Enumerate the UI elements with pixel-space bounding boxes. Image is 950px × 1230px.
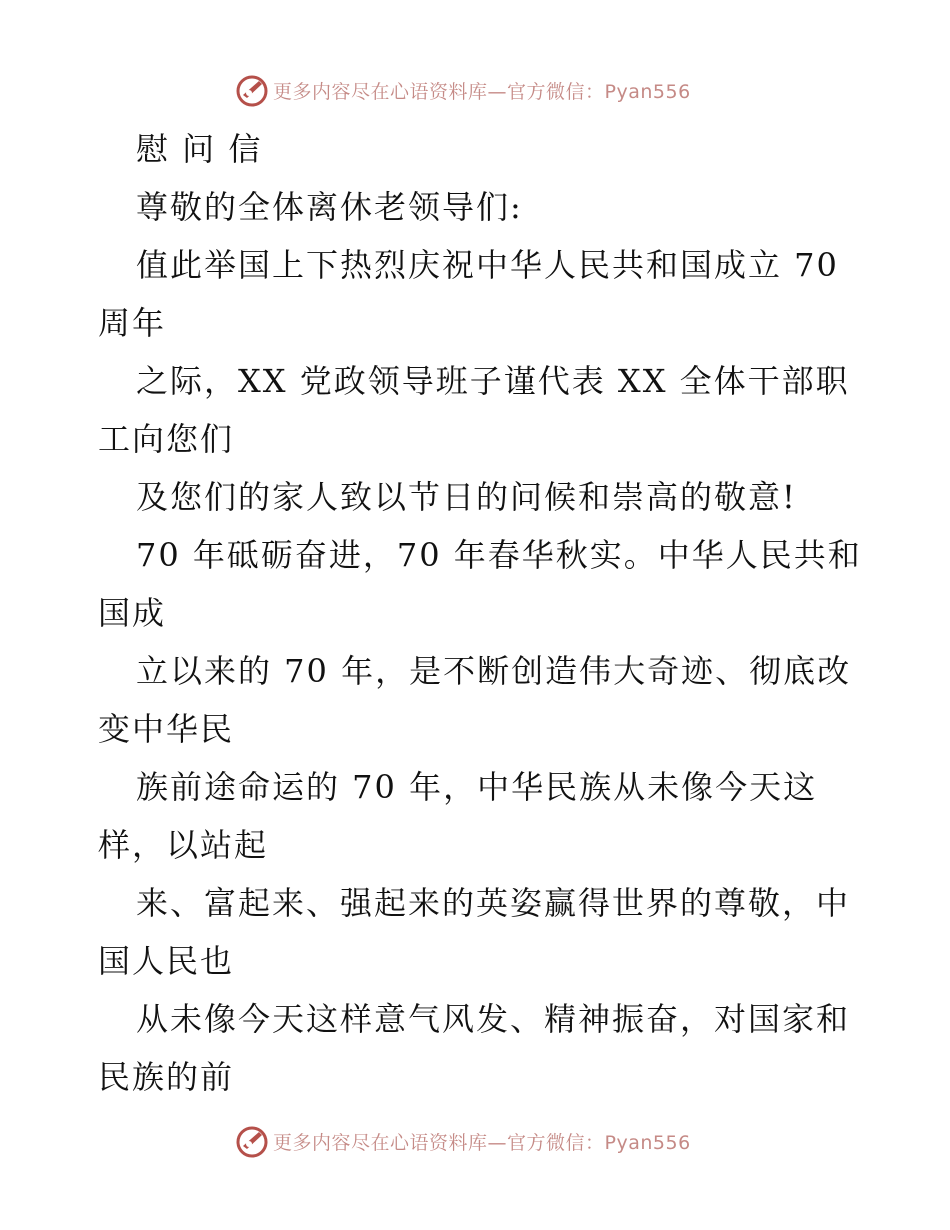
text-line: 及您们的家人致以节日的问候和崇高的敬意! bbox=[136, 478, 797, 516]
text-line: 70 年砥砺奋进，70 年春华秋实。中华人民共和 bbox=[136, 536, 862, 574]
footer-banner-text: 更多内容尽在心语资料库—官方微信：Pyan556 bbox=[273, 1131, 691, 1154]
text-line: 值此举国上下热烈庆祝中华人民共和国成立 70 bbox=[136, 246, 839, 284]
text-line: 立以来的 70 年，是不断创造伟大奇迹、彻底改 bbox=[136, 652, 852, 690]
text-line: 之际，XX 党政领导班子谨代表 XX 全体干部职 bbox=[136, 362, 850, 400]
text-line: 尊敬的全体离休老领导们: bbox=[136, 188, 523, 226]
text-line: 民族的前 bbox=[98, 1058, 235, 1096]
text-line: 族前途命运的 70 年，中华民族从未像今天这 bbox=[136, 768, 818, 806]
text-line: 从未像今天这样意气风发、精神振奋，对国家和 bbox=[136, 1000, 851, 1038]
text-line: 国人民也 bbox=[98, 942, 235, 980]
letter-title: 慰 问 信 bbox=[136, 130, 263, 168]
header-banner bbox=[235, 72, 691, 108]
text-line: 样，以站起 bbox=[98, 826, 269, 864]
text-line: 来、富起来、强起来的英姿赢得世界的尊敬，中 bbox=[136, 884, 851, 922]
text-line: 周年 bbox=[98, 304, 167, 342]
footer-banner bbox=[235, 1123, 691, 1159]
quill-seal-logo-icon bbox=[235, 73, 269, 107]
text-line: 工向您们 bbox=[98, 420, 235, 458]
text-line: 变中华民 bbox=[98, 710, 235, 748]
text-line: 国成 bbox=[98, 594, 167, 632]
quill-seal-logo-icon bbox=[235, 1124, 269, 1158]
letter-body bbox=[98, 120, 898, 1106]
header-banner-text: 更多内容尽在心语资料库—官方微信：Pyan556 bbox=[273, 80, 691, 103]
